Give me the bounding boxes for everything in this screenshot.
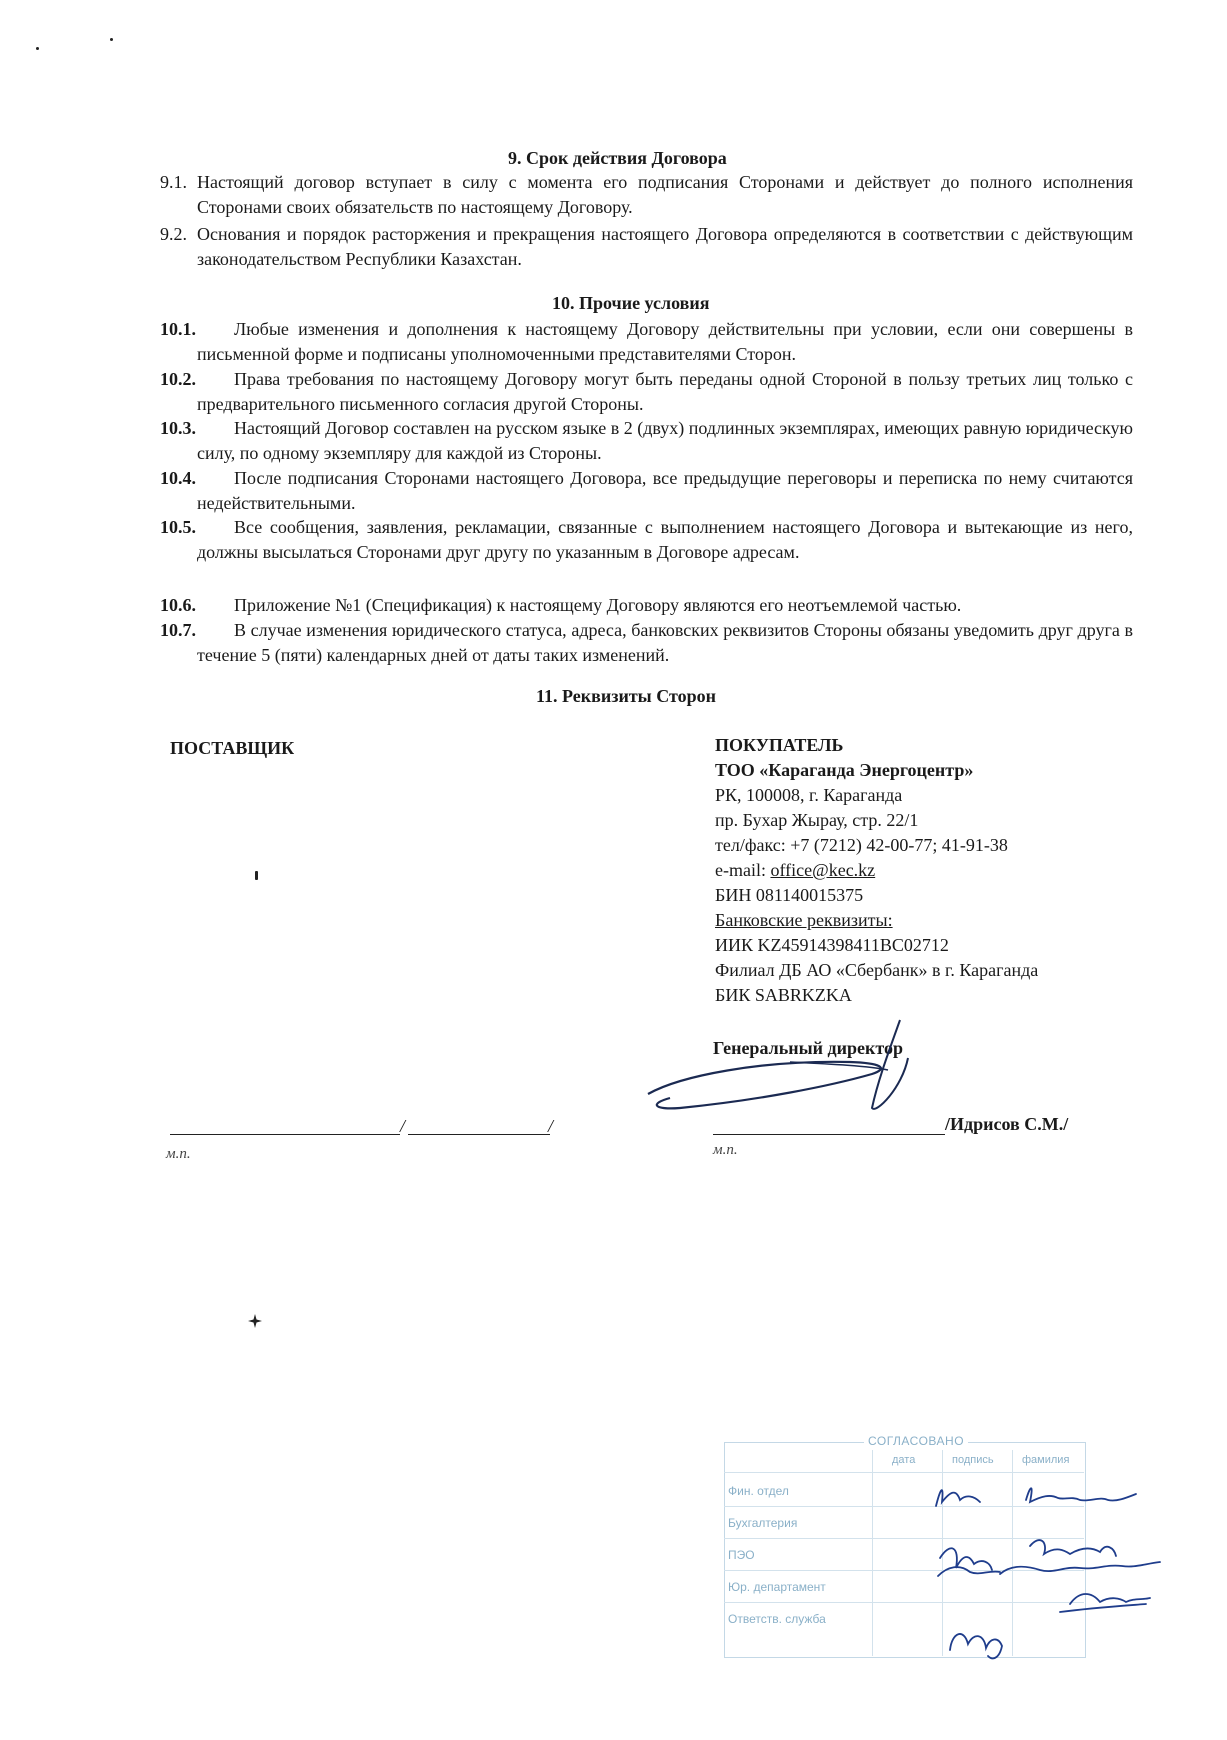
buyer-seal-mark: м.п. — [713, 1142, 738, 1158]
buyer-organization: ТОО «Караганда Энергоцентр» — [715, 760, 974, 780]
buyer-email-row — [715, 858, 875, 883]
section-11-heading: 11. Реквизиты Сторон — [536, 686, 716, 706]
scan-speck — [248, 1314, 262, 1328]
supplier-signature-line — [170, 1134, 400, 1135]
stamp-row-label: Юр. департамент — [728, 1580, 826, 1594]
clause-number: 9.1. — [160, 172, 187, 192]
section-9-heading: 9. Срок действия Договора — [508, 148, 727, 168]
buyer-title: ПОКУПАТЕЛЬ — [715, 735, 844, 755]
stamp-row-label: Бухгалтерия — [728, 1516, 798, 1530]
buyer-email-label: e-mail: — [715, 860, 771, 880]
scan-speck — [36, 47, 39, 50]
clause-number: 10.5. — [160, 517, 196, 537]
clause-number: 10.7. — [160, 620, 196, 640]
clause-number: 10.2. — [160, 369, 196, 389]
clause-text: В случае изменения юридического статуса, адреса, банковских реквизитов Стороны обязаны уведомить друг друга в течение 5 (пяти) календарных дней от даты таких изменений. — [197, 620, 1133, 665]
clause-text: Любые изменения и дополнения к настоящему Договору действительны при условии, если они совершены в письменной форме и подписаны уполномоченными представителями Сторон. — [197, 319, 1133, 364]
buyer-address-street: пр. Бухар Жырау, стр. 22/1 — [715, 810, 919, 830]
stamp-divider — [872, 1450, 873, 1656]
supplier-seal-mark: м.п. — [166, 1146, 191, 1162]
stamp-col-sign: подпись — [952, 1454, 994, 1466]
clause-text: Настоящий Договор составлен на русском языке в 2 (двух) подлинных экземплярах, имеющих равную юридическую силу, по одному экземпляру для каждой из Стороны. — [197, 418, 1133, 463]
clause-text: Настоящий договор вступает в силу с момента его подписания Сторонами и действует до полного исполнения Сторонами своих обязательств по настоящему Договору. — [197, 172, 1133, 217]
stamp-col-date: дата — [892, 1454, 916, 1466]
buyer-bank-label: Банковские реквизиты: — [715, 910, 893, 930]
clause-number: 9.2. — [160, 224, 187, 244]
supplier-name-line — [408, 1134, 550, 1135]
buyer-address-city: РК, 100008, г. Караганда — [715, 785, 903, 805]
buyer-signature-line — [713, 1134, 945, 1135]
clause-number: 10.1. — [160, 319, 196, 339]
stamp-row-label: Ответств. служба — [728, 1612, 826, 1626]
buyer-iik: ИИК KZ45914398411BC02712 — [715, 935, 949, 955]
clause-text: Приложение №1 (Спецификация) к настоящему Договору являются его неотъемлемой частью. — [234, 595, 962, 615]
clause-text: После подписания Сторонами настоящего Договора, все предыдущие переговоры и переписка по нему считаются недействительными. — [197, 468, 1133, 513]
stamp-row-label: Фин. отдел — [728, 1484, 789, 1498]
approval-signatures — [930, 1472, 1210, 1668]
clause-text: Все сообщения, заявления, рекламации, связанные с выполнением настоящего Договора и вытекающие из него, должны высылаться Сторонами друг другу по указанным в Договоре адресам. — [197, 517, 1133, 562]
stamp-row-label: ПЭО — [728, 1548, 755, 1562]
buyer-bin: БИН 081140015375 — [715, 885, 864, 905]
buyer-director-position: Генеральный директор — [713, 1038, 903, 1058]
director-signature — [640, 1018, 960, 1128]
stamp-title: СОГЛАСОВАНО — [864, 1434, 968, 1448]
stamp-col-name: фамилия — [1022, 1454, 1070, 1466]
buyer-bik: БИК SABRKZKA — [715, 985, 852, 1005]
buyer-email-link[interactable]: office@kec.kz — [770, 860, 876, 880]
clause-number: 10.6. — [160, 595, 196, 615]
clause-text: Права требования по настоящему Договору могут быть переданы одной Стороной в пользу третьих лиц только с предварительного письменного согласия другой Стороны. — [197, 369, 1133, 414]
supplier-signature-slash: / — [548, 1116, 554, 1136]
clause-number: 10.3. — [160, 418, 196, 438]
buyer-bank-name: Филиал ДБ АО «Сбербанк» в г. Караганда — [715, 960, 1039, 980]
clause-number: 10.4. — [160, 468, 196, 488]
buyer-phone: тел/факс: +7 (7212) 42-00-77; 41-91-38 — [715, 835, 1008, 855]
clause-text: Основания и порядок расторжения и прекращения настоящего Договора определяются в соответствии с действующим законодательством Республики Казахстан. — [197, 224, 1133, 269]
scan-speck — [255, 871, 258, 880]
buyer-signatory-name: /Идрисов С.М./ — [945, 1114, 1069, 1134]
scan-speck — [110, 38, 113, 41]
supplier-signature-slash: / — [400, 1116, 406, 1136]
supplier-title: ПОСТАВЩИК — [170, 738, 295, 758]
section-10-heading: 10. Прочие условия — [552, 293, 710, 313]
